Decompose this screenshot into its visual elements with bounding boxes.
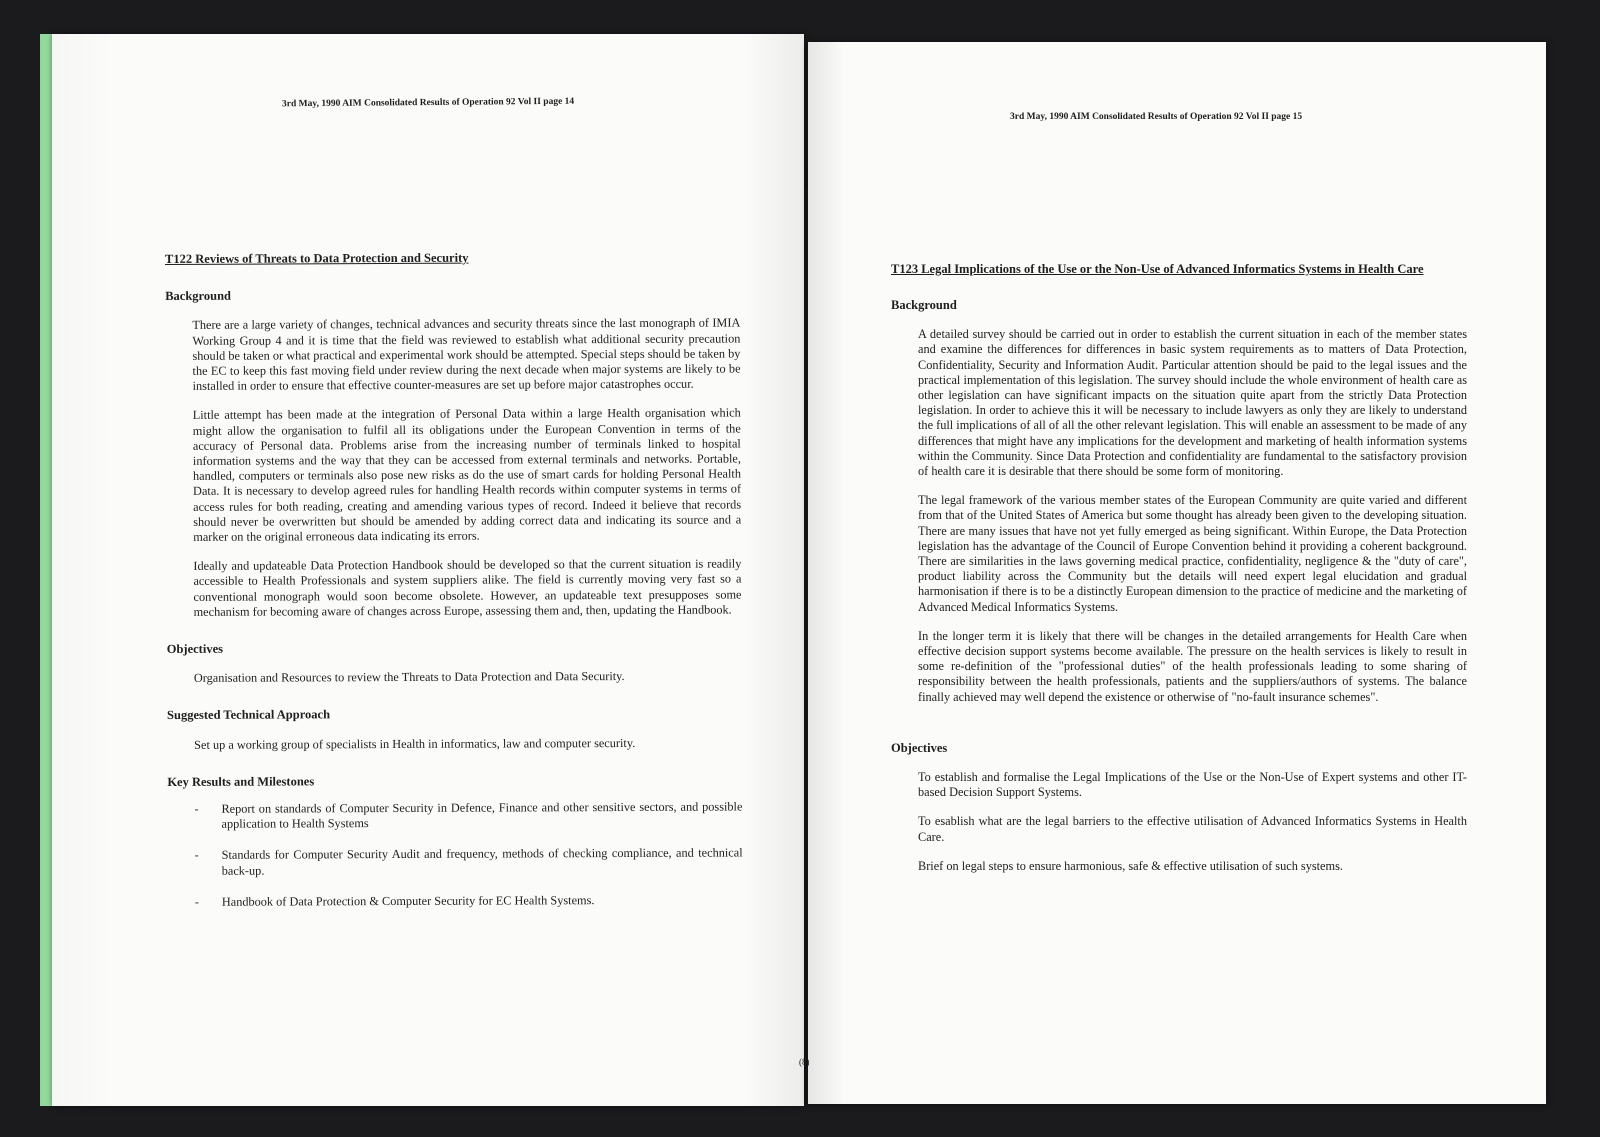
paragraph: In the longer term it is likely that there will be changes in the detailed arrangements for Health Care when effective decision support systems become available. The pressure on the health services is likely to result in some re-definition of the "professional duties" of the health professionals leading to some sharing of responsibility between the health professionals, patients and the suppliers/authors of systems. The balance finally achieved may well depend the existence or otherwise of "no-fault insurance schemes".	[918, 628, 1467, 704]
running-head-right: 3rd May, 1990 AIM Consolidated Results of Operation 92 Vol II page 15	[1010, 112, 1303, 122]
paragraph: Set up a working group of specialists in Health in informatics, law and computer security.	[194, 735, 636, 752]
paragraph: There are a large variety of changes, technical advances and security threats since the last monograph of IMIA Working Group 4 and it is time that the field was reviewed to establish what additional security precaution should be taken or what practical and experimental work should be attempted. Special steps should be taken by the EC to keep this fast moving field under review during the next decade when major systems are likely to be installed in order to ensure that effective counter-measures are set up before major catastrophes occur.	[192, 315, 741, 394]
paragraph: Organisation and Resources to review the Threats to Data Protection and Data Security.	[193, 669, 625, 686]
paragraph: To establish and formalise the Legal Implications of the Use or the Non-Use of Expert systems and other IT-based Decision Support Systems.	[918, 770, 1467, 800]
milestone-list	[167, 800, 742, 911]
list-item: - Standards for Computer Security Audit and frequency, methods of checking compliance, and technical back-up.	[195, 846, 743, 879]
background-heading: Background	[891, 298, 957, 312]
paragraph: Little attempt has been made at the integration of Personal Data within a large Health organisation which might allow the organisation to fulfil all its obligations under the European Convention in terms of the accuracy of Personal data. Problems arise from the increasing number of terminals linked to hospital information systems and the way that they can be accessed from external terminals and networks. Portable, handled, computers or terminals also pose new risks as do the use of smart cards for holding Personal Health Data. It is necessary to develop agreed rules for handling Health records within computer systems in terms of access rules for both reading, creating and amending various types of record. Indeed it believe that records should never be overwritten but should be amended by adding correct data and indicating its source and a marker on the original erroneous data indicating its errors.	[192, 405, 742, 544]
list-item: - Report on standards of Computer Security in Defence, Finance and other sensitive sectors, and possible application to Health Systems	[194, 800, 742, 833]
running-head-left: 3rd May, 1990 AIM Consolidated Results of Operation 92 Vol II page 14	[281, 96, 575, 110]
paragraph: To esablish what are the legal barriers to the effective utilisation of Advanced Informatics Systems in Health Care.	[918, 814, 1467, 844]
paragraph: The legal framework of the various member states of the European Community are quite varied and different from that of the United States of America but some thought has already been given to the developing situation. There are many issues that have not yet fully emerged as being significant. Within Europe, the Data Protection legislation has the advantage of the Council of Europe Convention behind it providing a coherent background. There are similarities in the laws governing medical practice, confidentiality, negligence & the "duty of care", product liability across the Community but the details will need expert legal elucidation and gradual harmonisation if there is to be a distinctly European dimension to the practice of medicine and the marketing of Advanced Medical Informatics Systems.	[918, 493, 1467, 614]
section-title: T123 Legal Implications of the Use or the Non-Use of Advanced Informatics Systems in Health Care	[891, 262, 1424, 276]
right-page-content	[891, 262, 1467, 874]
paragraph: A detailed survey should be carried out in order to establish the current situation in each of the member states and examine the differences for differences in basic system requirements as to matters of Data Protection, Confidentiality, Security and Information Audit. Particular attention should be paid to the legal issues and the practical implementation of this legislation. The survey should include the whole environment of health care as other legislation can have significant impacts on the situation quite apart from the strictly Data Protection legislation. In order to achieve this it will be necessary to include lawyers as only they are likely to understand the full implications of all of all the other relevant legislation. This will enable an assessment to be made of any differences that might have any implications for the development and marketing of health information systems within the Community. Since Data Protection and confidentiality are fundamental to the satisfactory provision of health care it is desirable that there should be some form of monitoring.	[918, 327, 1467, 479]
paragraph: Ideally and updateable Data Protection Handbook should be developed so that the current situation is readily accessible to Health Professionals and system suppliers alike. The field is currently moving very fast so a conventional monograph would soon become obsolete. However, an updateable text presupposes some mechanism for becoming aware of changes across Europe, assessing them and, then, updating the Handbook.	[193, 556, 742, 619]
milestones-heading: Key Results and Milestones	[167, 774, 315, 789]
objectives-heading: Objectives	[891, 740, 948, 755]
background-heading: Background	[165, 288, 231, 304]
left-page-content	[165, 249, 743, 926]
paragraph: Brief on legal steps to ensure harmonious, safe & effective utilisation of such systems.	[918, 858, 1343, 873]
gutter-mark	[805, 168, 808, 188]
approach-heading: Suggested Technical Approach	[166, 707, 331, 723]
folio-number: (8)	[799, 1057, 810, 1067]
objectives-heading: Objectives	[166, 641, 223, 657]
list-item: - Handbook of Data Protection & Computer Security for EC Health Systems.	[195, 892, 743, 910]
section-title: T122 Reviews of Threats to Data Protection and Security	[165, 250, 469, 266]
